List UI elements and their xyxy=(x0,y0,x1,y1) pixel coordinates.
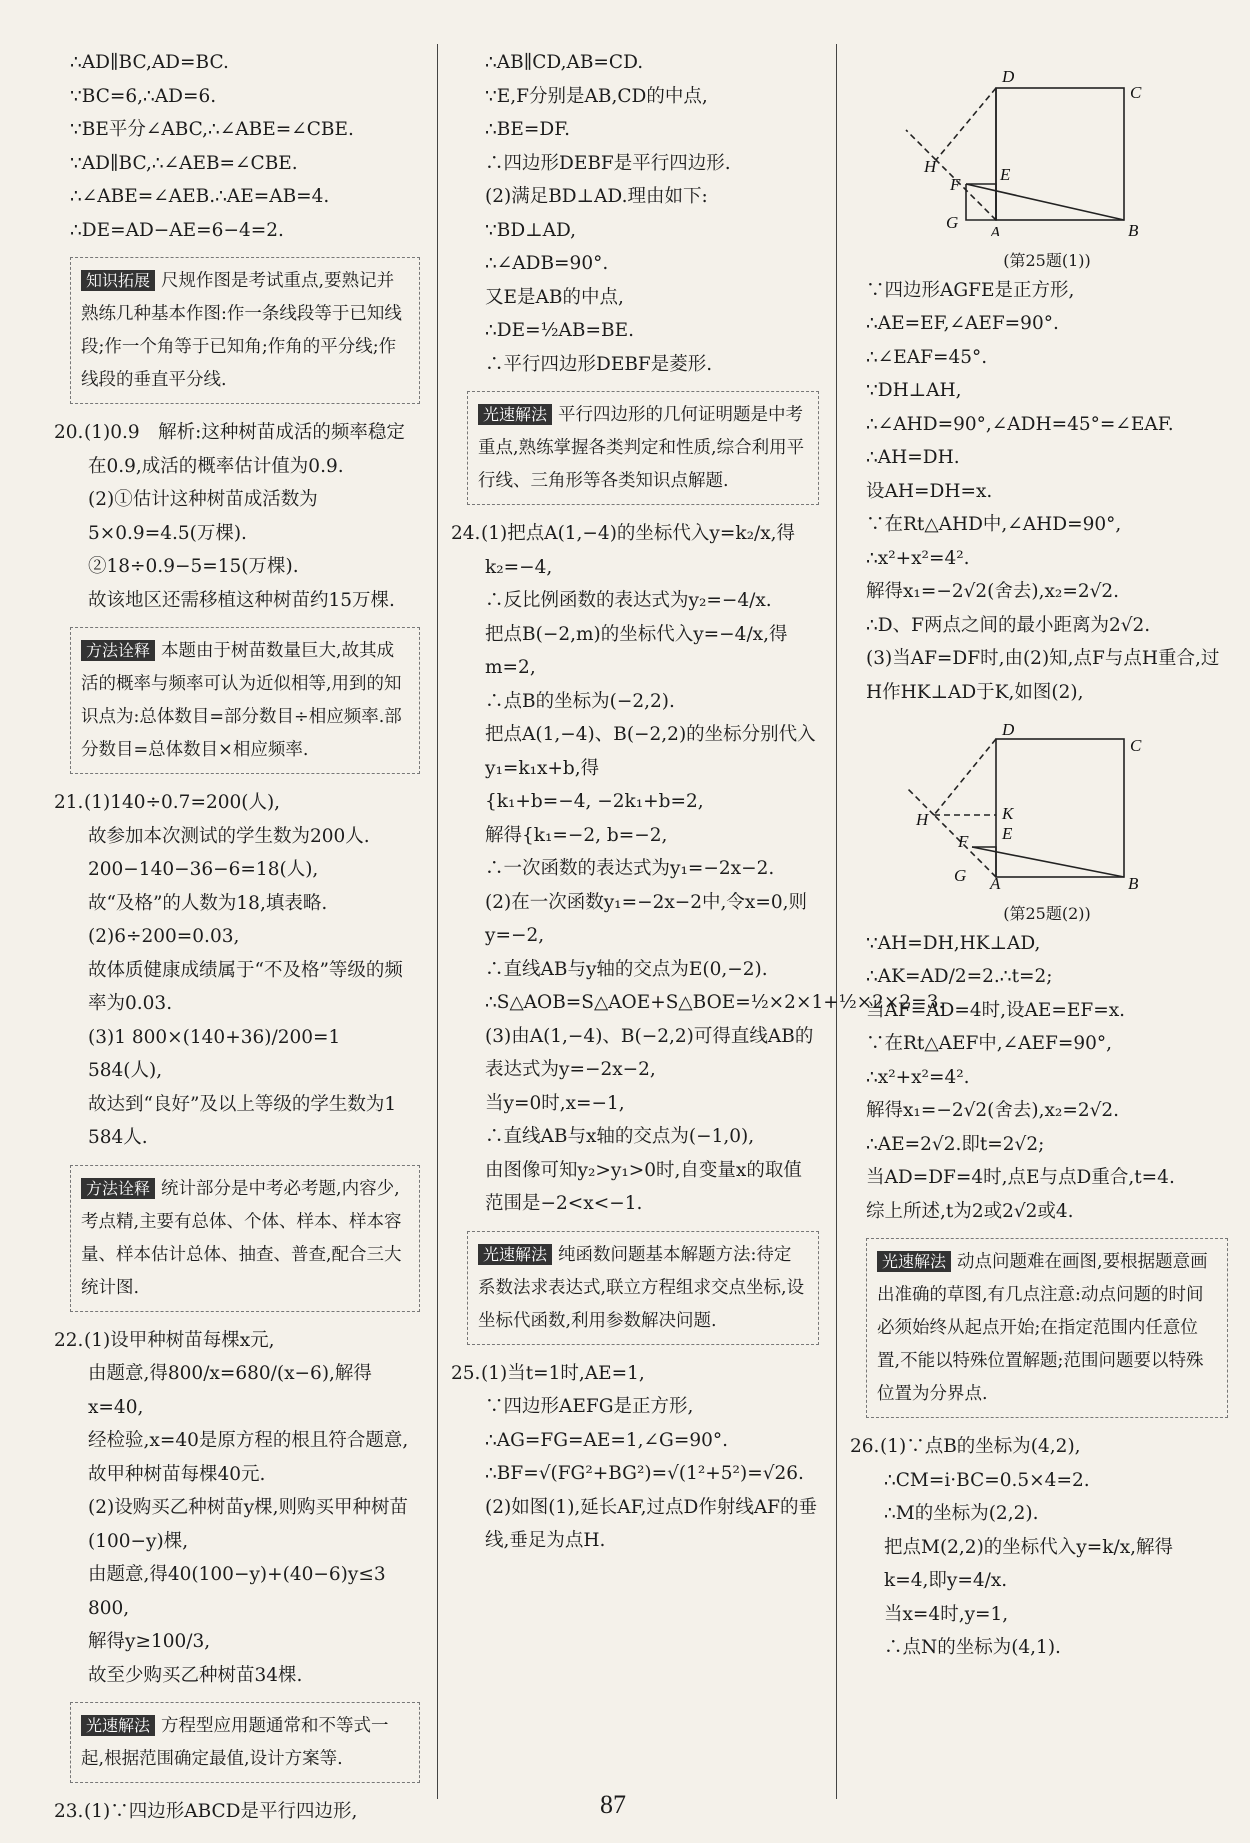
tip-label: 知识拓展 xyxy=(81,270,155,291)
text-line: ∵在Rt△AEF中,∠AEF=90°, xyxy=(866,1033,1113,1054)
text-line: ∴CM=i·BC=0.5×4=2. xyxy=(884,1469,1090,1491)
figure-caption: (第25题(2)) xyxy=(1003,903,1091,923)
tip-box-fast xyxy=(467,1231,819,1345)
solution-25-part xyxy=(866,927,1228,1229)
text-line: (2)①估计这种树苗成活数为5×0.9=4.5(万棵). xyxy=(88,489,318,544)
tip-box-knowledge xyxy=(70,257,420,404)
label-d: D xyxy=(1002,720,1015,739)
question-number: 25. xyxy=(451,1362,481,1384)
text-line: 解得x₁=−2√2(舍去),x₂=2√2. xyxy=(866,1100,1120,1121)
tip-text: 本题由于树苗数量巨大,故其成活的概率与频率可认为近似相等,用到的知识点为:总体数目=部分数目÷相应频率.部分数目=总体数目×相应频率. xyxy=(81,641,402,760)
text-line: ∵AD∥BC,∴∠AEB=∠CBE. xyxy=(70,152,298,174)
label-g: G xyxy=(954,866,967,885)
label-d: D xyxy=(1002,67,1015,86)
text-line: ∴点N的坐标为(4,1). xyxy=(884,1637,1061,1658)
text-line: ∴反比例函数的表达式为y₂=−4/x. xyxy=(485,590,772,611)
question-23 xyxy=(54,1795,420,1829)
tip-box-fast xyxy=(70,1702,420,1783)
text-line: ∴∠AHD=90°,∠ADH=45°=∠EAF. xyxy=(866,413,1174,435)
figure-25-1 xyxy=(866,46,1228,274)
question-number: 26. xyxy=(850,1436,880,1457)
text-line: (1)设甲种树苗每棵x元, xyxy=(84,1329,275,1351)
text-line: ∴∠ABE=∠AEB.∴AE=AB=4. xyxy=(70,186,330,207)
question-22 xyxy=(54,1324,420,1693)
text-line: ∴BE=DF. xyxy=(485,119,571,140)
text-line: 设AH=DH=x. xyxy=(866,480,993,502)
text-line: ∴x²+x²=4². xyxy=(866,547,970,569)
label-b: B xyxy=(1128,221,1139,236)
label-e: E xyxy=(1002,824,1013,843)
text-line: 故参加本次测试的学生数为200人. xyxy=(88,825,370,847)
column-divider-2 xyxy=(836,44,837,1799)
text-line: 故至少购买乙种树苗34棵. xyxy=(88,1664,303,1686)
question-26 xyxy=(850,1430,1228,1665)
text-line: ∵在Rt△AHD中,∠AHD=90°, xyxy=(866,514,1122,535)
text-line: ∴AE=2√2.即t=2√2; xyxy=(866,1133,1045,1155)
text-line: ∴M的坐标为(2,2). xyxy=(884,1503,1039,1524)
perpendicular-dh xyxy=(936,88,996,160)
text-line: ∵AH=DH,HK⊥AD, xyxy=(866,932,1041,954)
text-line: ∴AH=DH. xyxy=(866,447,960,468)
tip-box-fast xyxy=(467,391,819,505)
text-line: (1)把点A(1,−4)的坐标代入y=k₂/x,得k₂=−4, xyxy=(481,523,796,578)
text-line: ∴∠ADB=90°. xyxy=(485,253,609,274)
label-k: K xyxy=(1002,804,1014,823)
column-3 xyxy=(850,46,1228,1665)
text-line: ∵DH⊥AH, xyxy=(866,380,962,401)
text-line: 故达到“良好”及以上等级的学生数为1 584人. xyxy=(88,1093,397,1148)
text-line: (2)6÷200=0.03, xyxy=(88,926,240,947)
label-g: G xyxy=(946,213,959,232)
tip-label: 光速解法 xyxy=(877,1251,951,1272)
question-21 xyxy=(54,786,420,1155)
text-line: 200−140−36−6=18(人), xyxy=(88,859,319,880)
text-line: ②18÷0.9−5=15(万棵). xyxy=(88,556,299,577)
text-line: ∴S△AOB=S△AOE+S△BOE=½×2×1+½×2×2=3. xyxy=(485,992,945,1013)
text-line: (1)140÷0.7=200(人), xyxy=(84,792,281,813)
tip-label: 光速解法 xyxy=(478,404,552,425)
text-line: ∵BE平分∠ABC,∴∠ABE=∠CBE. xyxy=(70,119,354,140)
label-c: C xyxy=(1130,736,1142,755)
question-number: 21. xyxy=(54,792,84,813)
text-line: ∴AB∥CD,AB=CD. xyxy=(485,52,644,73)
text-line: k=4,即y=4/x. xyxy=(884,1570,1008,1591)
text-line: ∴四边形DEBF是平行四边形. xyxy=(485,152,731,174)
text-line: ∵四边形AEFG是正方形, xyxy=(485,1396,694,1417)
question-number: 24. xyxy=(451,523,481,544)
label-a: A xyxy=(990,223,1001,236)
column-1 xyxy=(54,46,420,1829)
column-divider-1 xyxy=(437,44,438,1799)
tip-text: 平行四边形的几何证明题是中考重点,熟练掌握各类判定和性质,综合利用平行线、三角形等各类知识点解题. xyxy=(478,405,805,491)
text-line: 解得{k₁=−2, b=−2, xyxy=(485,824,668,846)
square-abcd xyxy=(996,88,1124,220)
tip-text: 方程型应用题通常和不等式一起,根据范围确定最值,设计方案等. xyxy=(81,1716,389,1769)
text-line: 把点A(1,−4)、B(−2,2)的坐标分别代入y₁=k₁x+b,得 xyxy=(485,724,816,779)
tip-box-fast xyxy=(866,1238,1228,1418)
text-line: ∴点B的坐标为(−2,2). xyxy=(485,690,675,712)
text-line: ∵四边形AGFE是正方形, xyxy=(866,279,1075,301)
label-h: H xyxy=(924,157,937,176)
text-line: ∵BC=6,∴AD=6. xyxy=(70,85,217,107)
question-20 xyxy=(54,416,420,617)
text-line: ∴平行四边形DEBF是菱形. xyxy=(485,353,713,375)
text-line: ∵BD⊥AD, xyxy=(485,219,577,241)
tip-label: 方法诠释 xyxy=(81,640,155,661)
text-line: ∴AG=FG=AE=1,∠G=90°. xyxy=(485,1429,728,1451)
text-line: 把点B(−2,m)的坐标代入y=−4/x,得m=2, xyxy=(485,623,788,678)
text-line: 把点M(2,2)的坐标代入y=k/x,解得 xyxy=(884,1536,1174,1558)
label-h: H xyxy=(916,810,929,829)
question-number: 20. xyxy=(54,422,84,443)
figure-25-2 xyxy=(866,709,1228,927)
text-line: 综上所述,t为2或2√2或4. xyxy=(866,1200,1074,1222)
tip-label: 方法诠释 xyxy=(81,1178,155,1199)
label-e: E xyxy=(1000,165,1011,184)
text-line: ∴∠EAF=45°. xyxy=(866,346,988,368)
text-line: ∴BF=√(FG²+BG²)=√(1²+5²)=√26. xyxy=(485,1463,804,1484)
text-line: ∵E,F分别是AB,CD的中点, xyxy=(485,85,708,107)
tip-label: 光速解法 xyxy=(81,1715,155,1736)
segment-bf xyxy=(972,847,1124,877)
text-line: 故甲种树苗每棵40元. xyxy=(88,1463,266,1485)
tip-box-method xyxy=(70,627,420,774)
tip-text: 动点问题难在画图,要根据题意画出准确的草图,有几点注意:动点问题的时间必须始终从起点开始;在指定范围内任意位置,不能以特殊位置解题;范围问题要以特殊位置为分界点. xyxy=(877,1252,1208,1404)
text-line: ∴DE=AD−AE=6−4=2. xyxy=(70,219,284,241)
tip-text: 尺规作图是考试重点,要熟记并熟练几种基本作图:作一条线段等于已知线段;作一个角等于已知角;作角的平分线;作线段的垂直平分线. xyxy=(81,271,402,390)
text-line: ∴AE=EF,∠AEF=90°. xyxy=(866,313,1059,334)
geometry-figure-2 xyxy=(866,709,1228,889)
text-line: (1)当t=1时,AE=1, xyxy=(481,1362,645,1384)
text-line: (1)∵点B的坐标为(4,2), xyxy=(880,1436,1081,1457)
text-line: 故该地区还需移植这种树苗约15万棵. xyxy=(88,589,395,611)
text-line: (3)由A(1,−4)、B(−2,2)可得直线AB的表达式为y=−2x−2, xyxy=(485,1025,814,1080)
text-line: (2)设购买乙种树苗y棵,则购买甲种树苗(100−y)棵, xyxy=(88,1497,409,1552)
label-c: C xyxy=(1130,83,1142,102)
text-line: 当AF=AD=4时,设AE=EF=x. xyxy=(866,999,1126,1021)
text-line: ∴AK=AD/2=2.∴t=2; xyxy=(866,966,1053,987)
text-line: (3)当AF=DF时,由(2)知,点F与点H重合,过H作HK⊥AD于K,如图(2), xyxy=(866,648,1220,703)
text-line: (2)满足BD⊥AD.理由如下: xyxy=(485,186,708,207)
text-line: 当y=0时,x=−1, xyxy=(485,1092,625,1114)
tip-box-method xyxy=(70,1165,420,1312)
text-line: (3)1 800×(140+36)/200=1 584(人), xyxy=(88,1026,341,1081)
text-line: ∴DE=½AB=BE. xyxy=(485,320,634,341)
text-line: 又E是AB的中点, xyxy=(485,286,624,308)
page-number: 87 xyxy=(600,1790,626,1819)
text-line: ∴一次函数的表达式为y₁=−2x−2. xyxy=(485,858,775,879)
text-line: ∴直线AB与x轴的交点为(−1,0), xyxy=(485,1126,755,1147)
question-number: 22. xyxy=(54,1329,84,1351)
text-line: 当x=4时,y=1, xyxy=(884,1603,1009,1625)
text-line: (2)如图(1),延长AF,过点D作射线AF的垂线,垂足为点H. xyxy=(485,1496,818,1551)
text-line: 由题意,得800/x=680/(x−6),解得x=40, xyxy=(88,1363,372,1418)
label-f: F xyxy=(958,832,969,851)
text-line: (2)在一次函数y₁=−2x−2中,令x=0,则y=−2, xyxy=(485,891,808,946)
tip-label: 光速解法 xyxy=(478,1244,552,1265)
text-line: 由题意,得40(100−y)+(40−6)y≤3 800, xyxy=(88,1564,386,1619)
solution-25-part xyxy=(866,274,1228,710)
label-b: B xyxy=(1128,874,1139,889)
text-line: 解得y≥100/3, xyxy=(88,1631,211,1652)
text-line: (1)∵四边形ABCD是平行四边形, xyxy=(84,1801,358,1822)
text-line: 经检验,x=40是原方程的根且符合题意, xyxy=(88,1430,409,1451)
figure-caption: (第25题(1)) xyxy=(1003,250,1091,270)
geometry-figure-1 xyxy=(866,46,1228,236)
text-line: 故体质健康成绩属于“不及格”等级的频率为0.03. xyxy=(88,959,403,1014)
text-line: ∴直线AB与y轴的交点为E(0,−2). xyxy=(485,958,768,980)
text-line: 由图像可知y₂>y₁>0时,自变量x的取值范围是−2<x<−1. xyxy=(485,1159,802,1214)
text-line: 故“及格”的人数为18,填表略. xyxy=(88,892,328,914)
text-line: ∴AD∥BC,AD=BC. xyxy=(70,52,229,73)
question-25 xyxy=(451,1357,819,1558)
tip-text: 纯函数问题基本解题方法:待定系数法求表达式,联立方程组求交点坐标,设坐标代函数,利用参数解决问题. xyxy=(478,1244,805,1331)
text-line: ∴x²+x²=4². xyxy=(866,1066,970,1088)
question-number: 23. xyxy=(54,1801,84,1822)
text-line: (1)0.9 解析:这种树苗成活的频率稳定在0.9,成活的概率估计值为0.9. xyxy=(84,422,405,477)
label-a: A xyxy=(990,874,1001,889)
segment-bf xyxy=(966,184,1124,220)
tip-text: 统计部分是中考必考题,内容少,考点精,主要有总体、个体、样本、样本容量、样本估计总体、抽查、普查,配合三大统计图. xyxy=(81,1178,402,1298)
text-line: 解得x₁=−2√2(舍去),x₂=2√2. xyxy=(866,581,1120,602)
text-line: {k₁+b=−4, −2k₁+b=2, xyxy=(485,791,704,812)
label-f: F xyxy=(950,175,961,194)
text-line: ∴D、F两点之间的最小距离为2√2. xyxy=(866,614,1151,636)
text-line: 当AD=DF=4时,点E与点D重合,t=4. xyxy=(866,1167,1175,1188)
